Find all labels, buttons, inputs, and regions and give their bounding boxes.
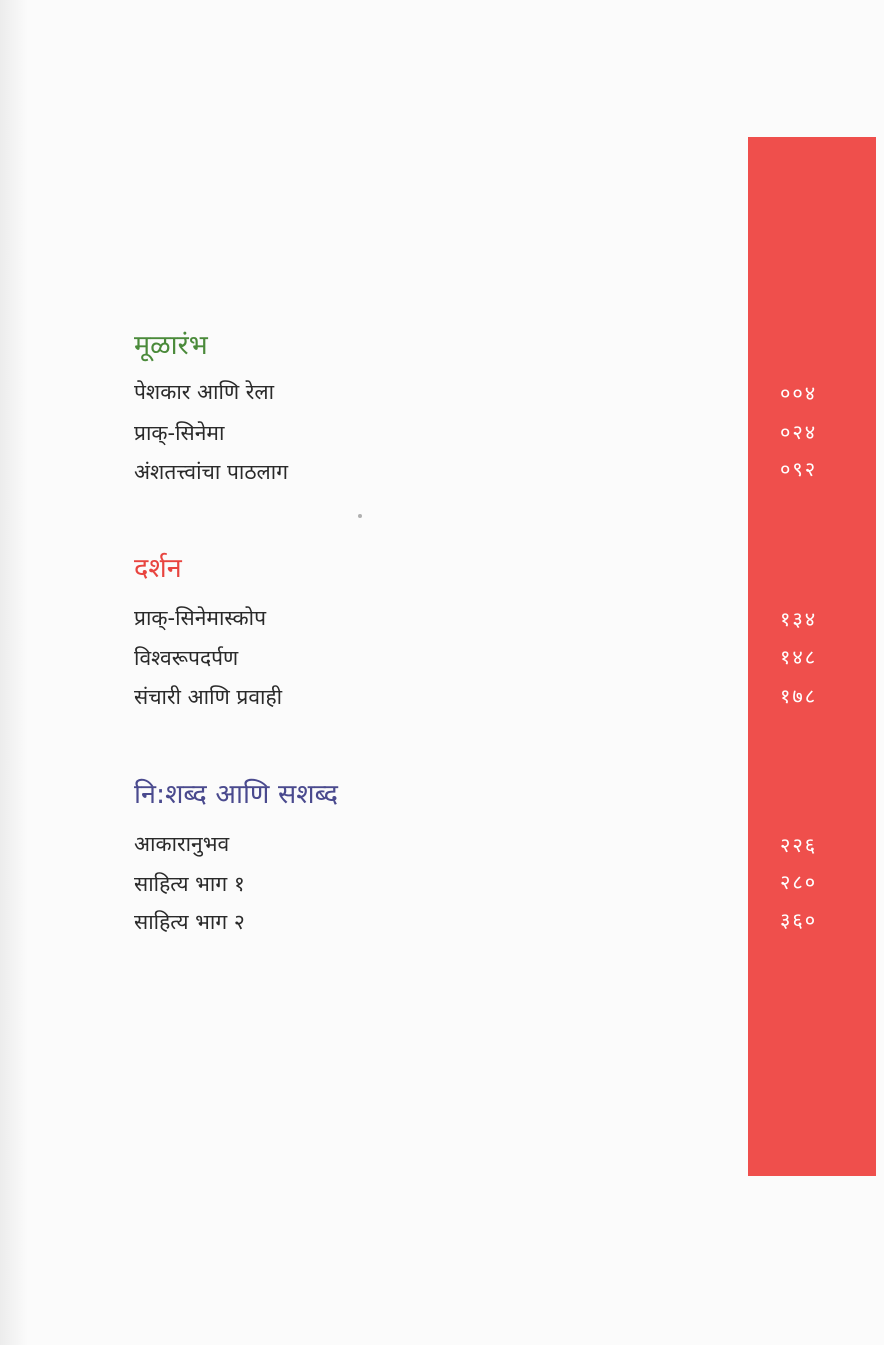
toc-entry-title[interactable]: पेशकार आणि रेला (134, 380, 275, 404)
section-title-3: नि:शब्द आणि सशब्द (134, 779, 338, 810)
toc-entry-page: २२६ (780, 833, 818, 857)
toc-entry-title[interactable]: प्राक्-सिनेमास्कोप (134, 606, 267, 630)
toc-entry-page: ००४ (780, 381, 818, 405)
toc-entry-title[interactable]: विश्वरूपदर्पण (134, 646, 239, 670)
toc-entry-page: १४८ (780, 645, 818, 669)
toc-entry-title[interactable]: प्राक्-सिनेमा (134, 421, 225, 445)
toc-entry-title[interactable]: साहित्य भाग २ (134, 910, 245, 934)
toc-entry-title[interactable]: आकारानुभव (134, 832, 230, 856)
toc-entry-page: ३६० (780, 908, 818, 932)
toc-entry-title[interactable]: अंशतत्त्वांचा पाठलाग (134, 460, 289, 484)
page-binding-shadow (0, 0, 28, 1345)
toc-entry-page: १३४ (780, 607, 818, 631)
toc-entry-title[interactable]: संचारी आणि प्रवाही (134, 685, 283, 709)
section-title-1: मूळारंभ (134, 330, 208, 361)
toc-entry-page: ०९२ (780, 457, 818, 481)
toc-entry-title[interactable]: साहित्य भाग १ (134, 872, 245, 896)
toc-entry-page: २८० (780, 870, 818, 894)
paper-speck (358, 514, 362, 518)
toc-entry-page: ०२४ (780, 420, 818, 444)
section-title-2: दर्शन (134, 553, 182, 584)
toc-entry-page: १७८ (780, 684, 818, 708)
